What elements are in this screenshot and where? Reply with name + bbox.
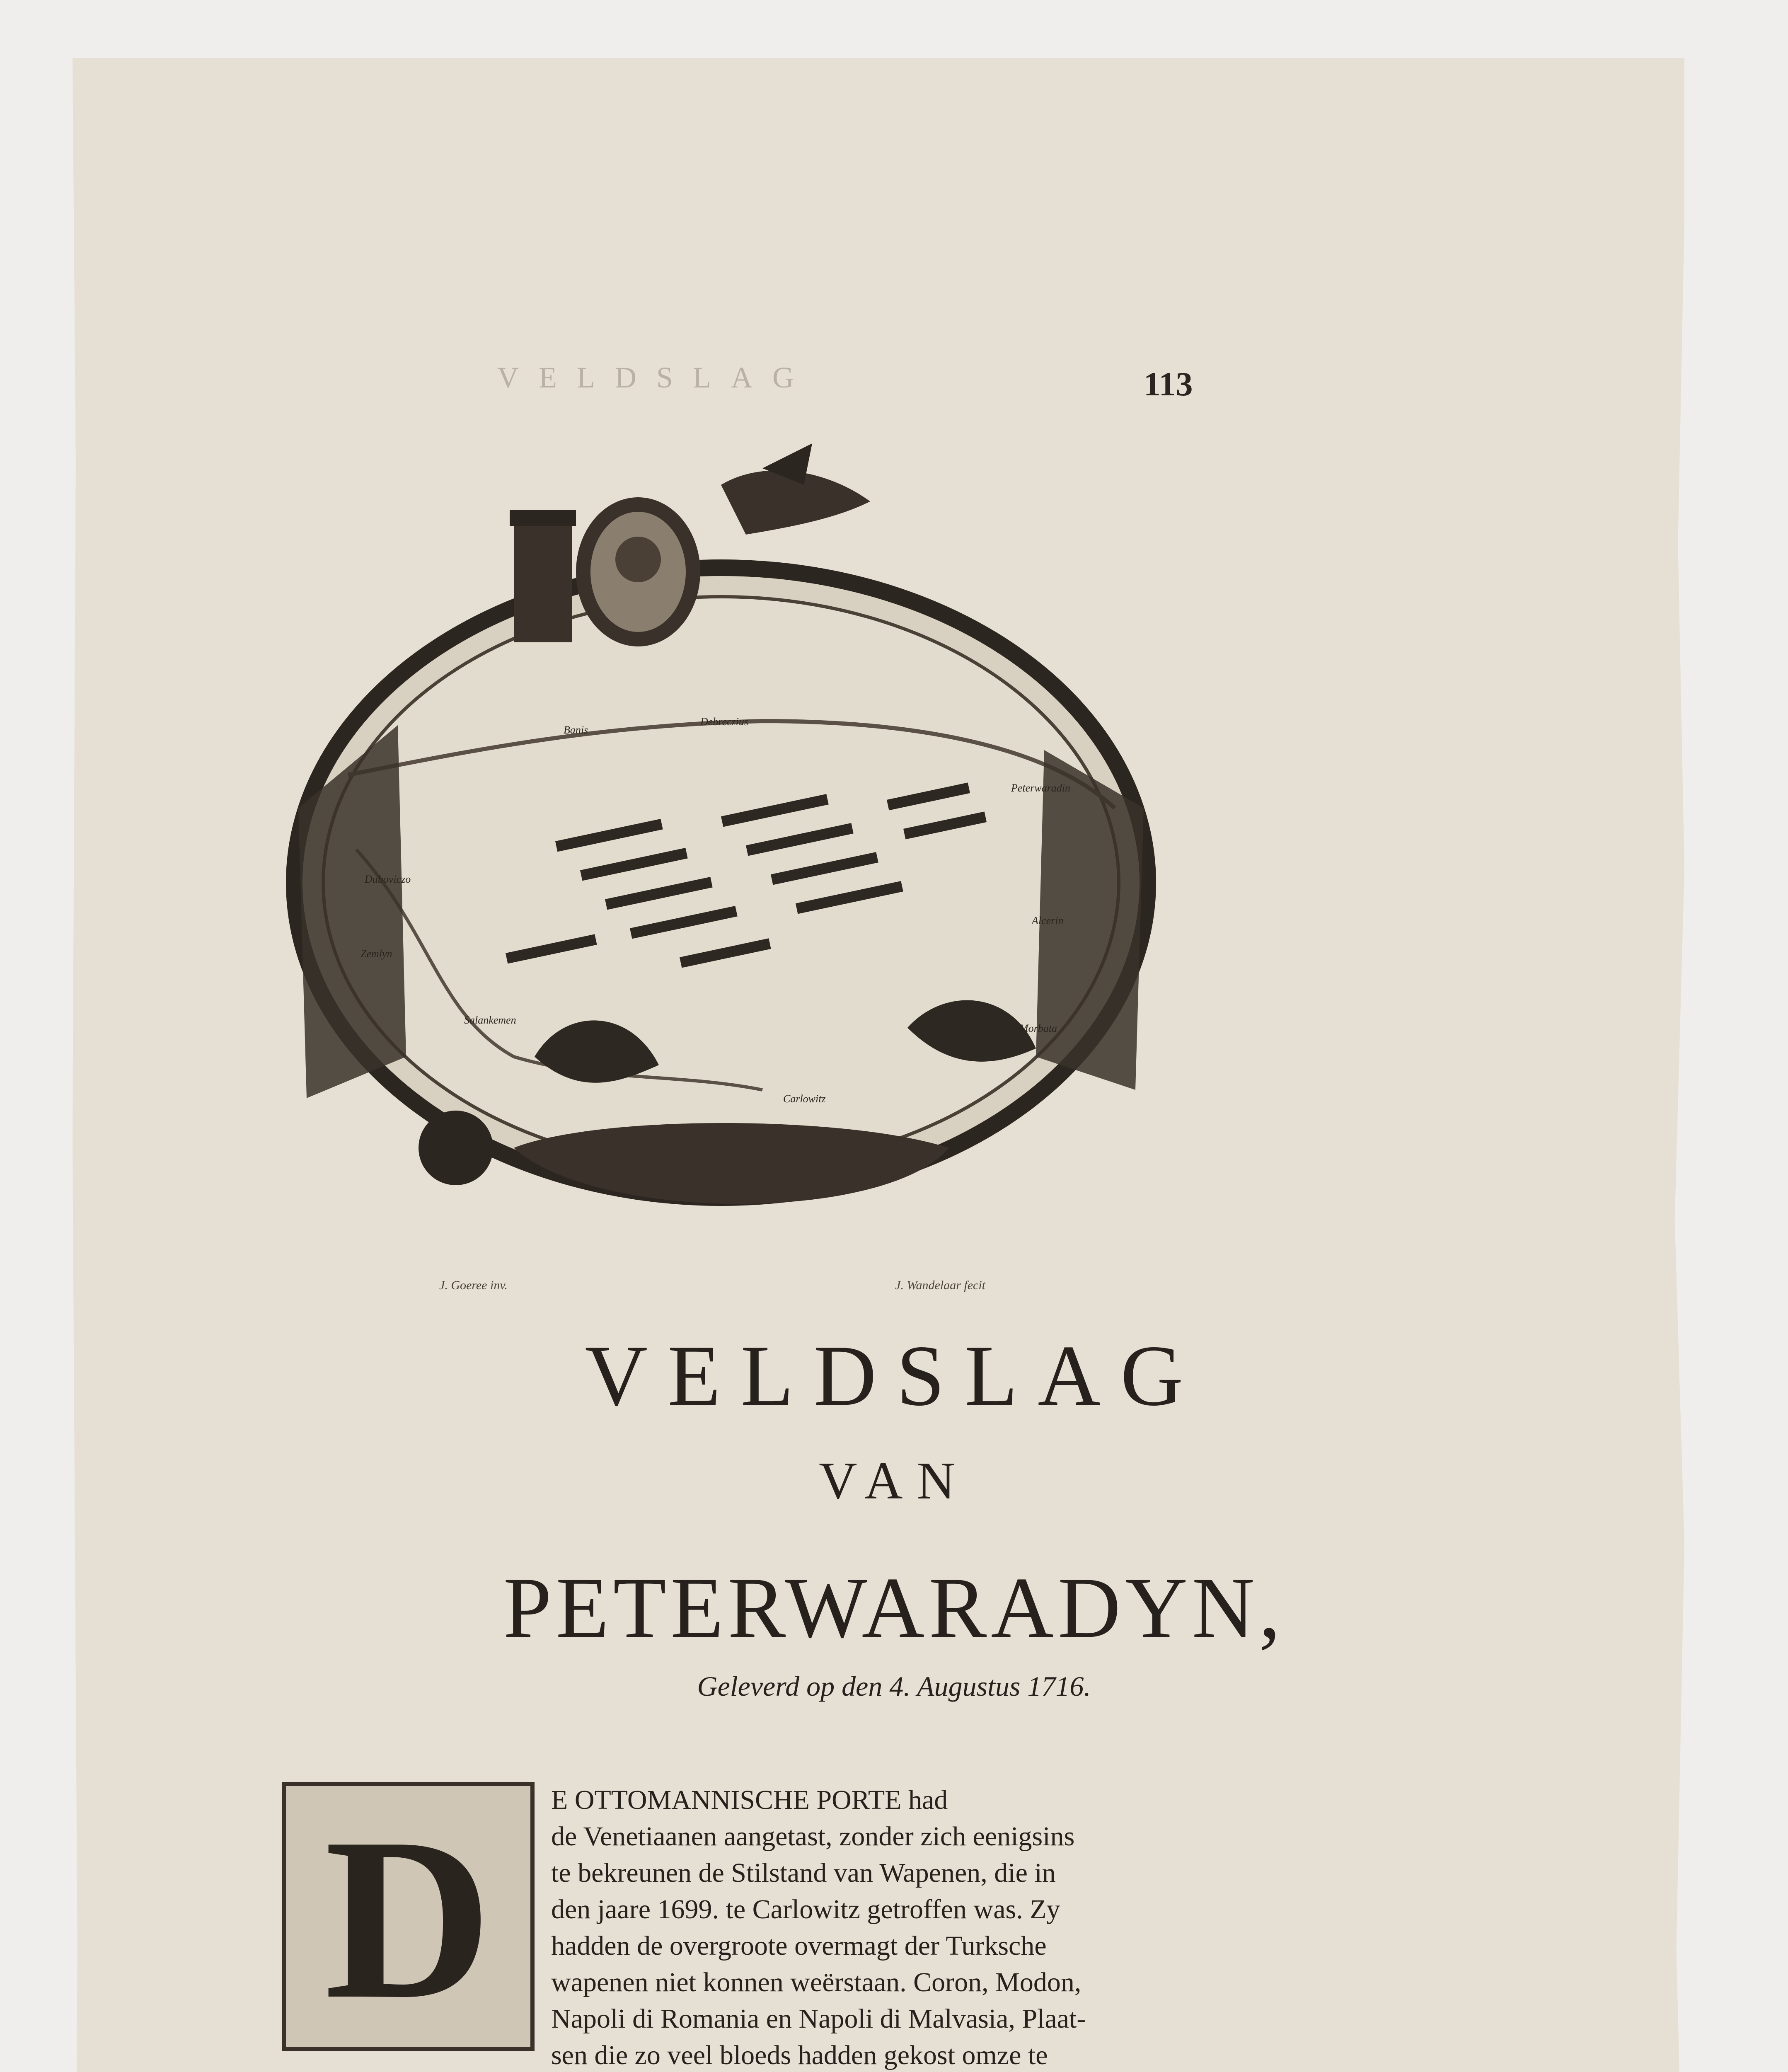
initial-letter: D (324, 1790, 492, 2047)
body-line: sen die zo veel bloeds hadden gekost omze te (551, 2040, 1048, 2070)
map-label: Banis (564, 724, 588, 736)
running-head: VELDSLAG (497, 361, 814, 394)
engraver-credit-right: J. Wandelaar fecit (895, 1278, 986, 1292)
map-label: Zemlyn (361, 948, 392, 960)
map-label: Debreczius (700, 716, 749, 728)
title-line-2: VAN (819, 1451, 969, 1510)
map-label: Duboviczo (365, 873, 411, 885)
map-label: Carlowitz (783, 1093, 826, 1105)
map-label: Morbata (1019, 1022, 1057, 1034)
map-label: Salankemen (464, 1014, 516, 1026)
body-line: den jaare 1699. te Carlowitz getroffen was. Zy (551, 1894, 1060, 1924)
decorated-initial (282, 1782, 535, 2051)
map-label: Peterwaradin (1011, 782, 1070, 794)
body-line: wapenen niet konnen weërstaan. Coron, Modon, (551, 1967, 1082, 1997)
title-line-1: VELDSLAG (585, 1328, 1203, 1424)
body-line: E OTTOMANNISCHE PORTE had (551, 1785, 948, 1815)
battle-map-engraving (224, 435, 1218, 1285)
engraving-illustration (224, 435, 1218, 1285)
body-line: hadden de overgroote overmagt der Turksche (551, 1931, 1047, 1961)
body-line: Napoli di Romania en Napoli di Malvasia, Plaat- (551, 2004, 1086, 2034)
title-subtitle: Geleverd op den 4. Augustus 1716. (697, 1670, 1091, 1702)
engraver-credit-left: J. Goeree inv. (439, 1278, 508, 1292)
body-line: te bekreunen de Stilstand van Wapenen, die in (551, 1858, 1056, 1888)
title-line-3: PETERWARADYN, (503, 1560, 1285, 1656)
map-label: Alcerin (1032, 915, 1064, 927)
page-number: 113 (1144, 365, 1193, 403)
body-line: de Venetiaanen aangetast, zonder zich eenigsins (551, 1821, 1075, 1852)
